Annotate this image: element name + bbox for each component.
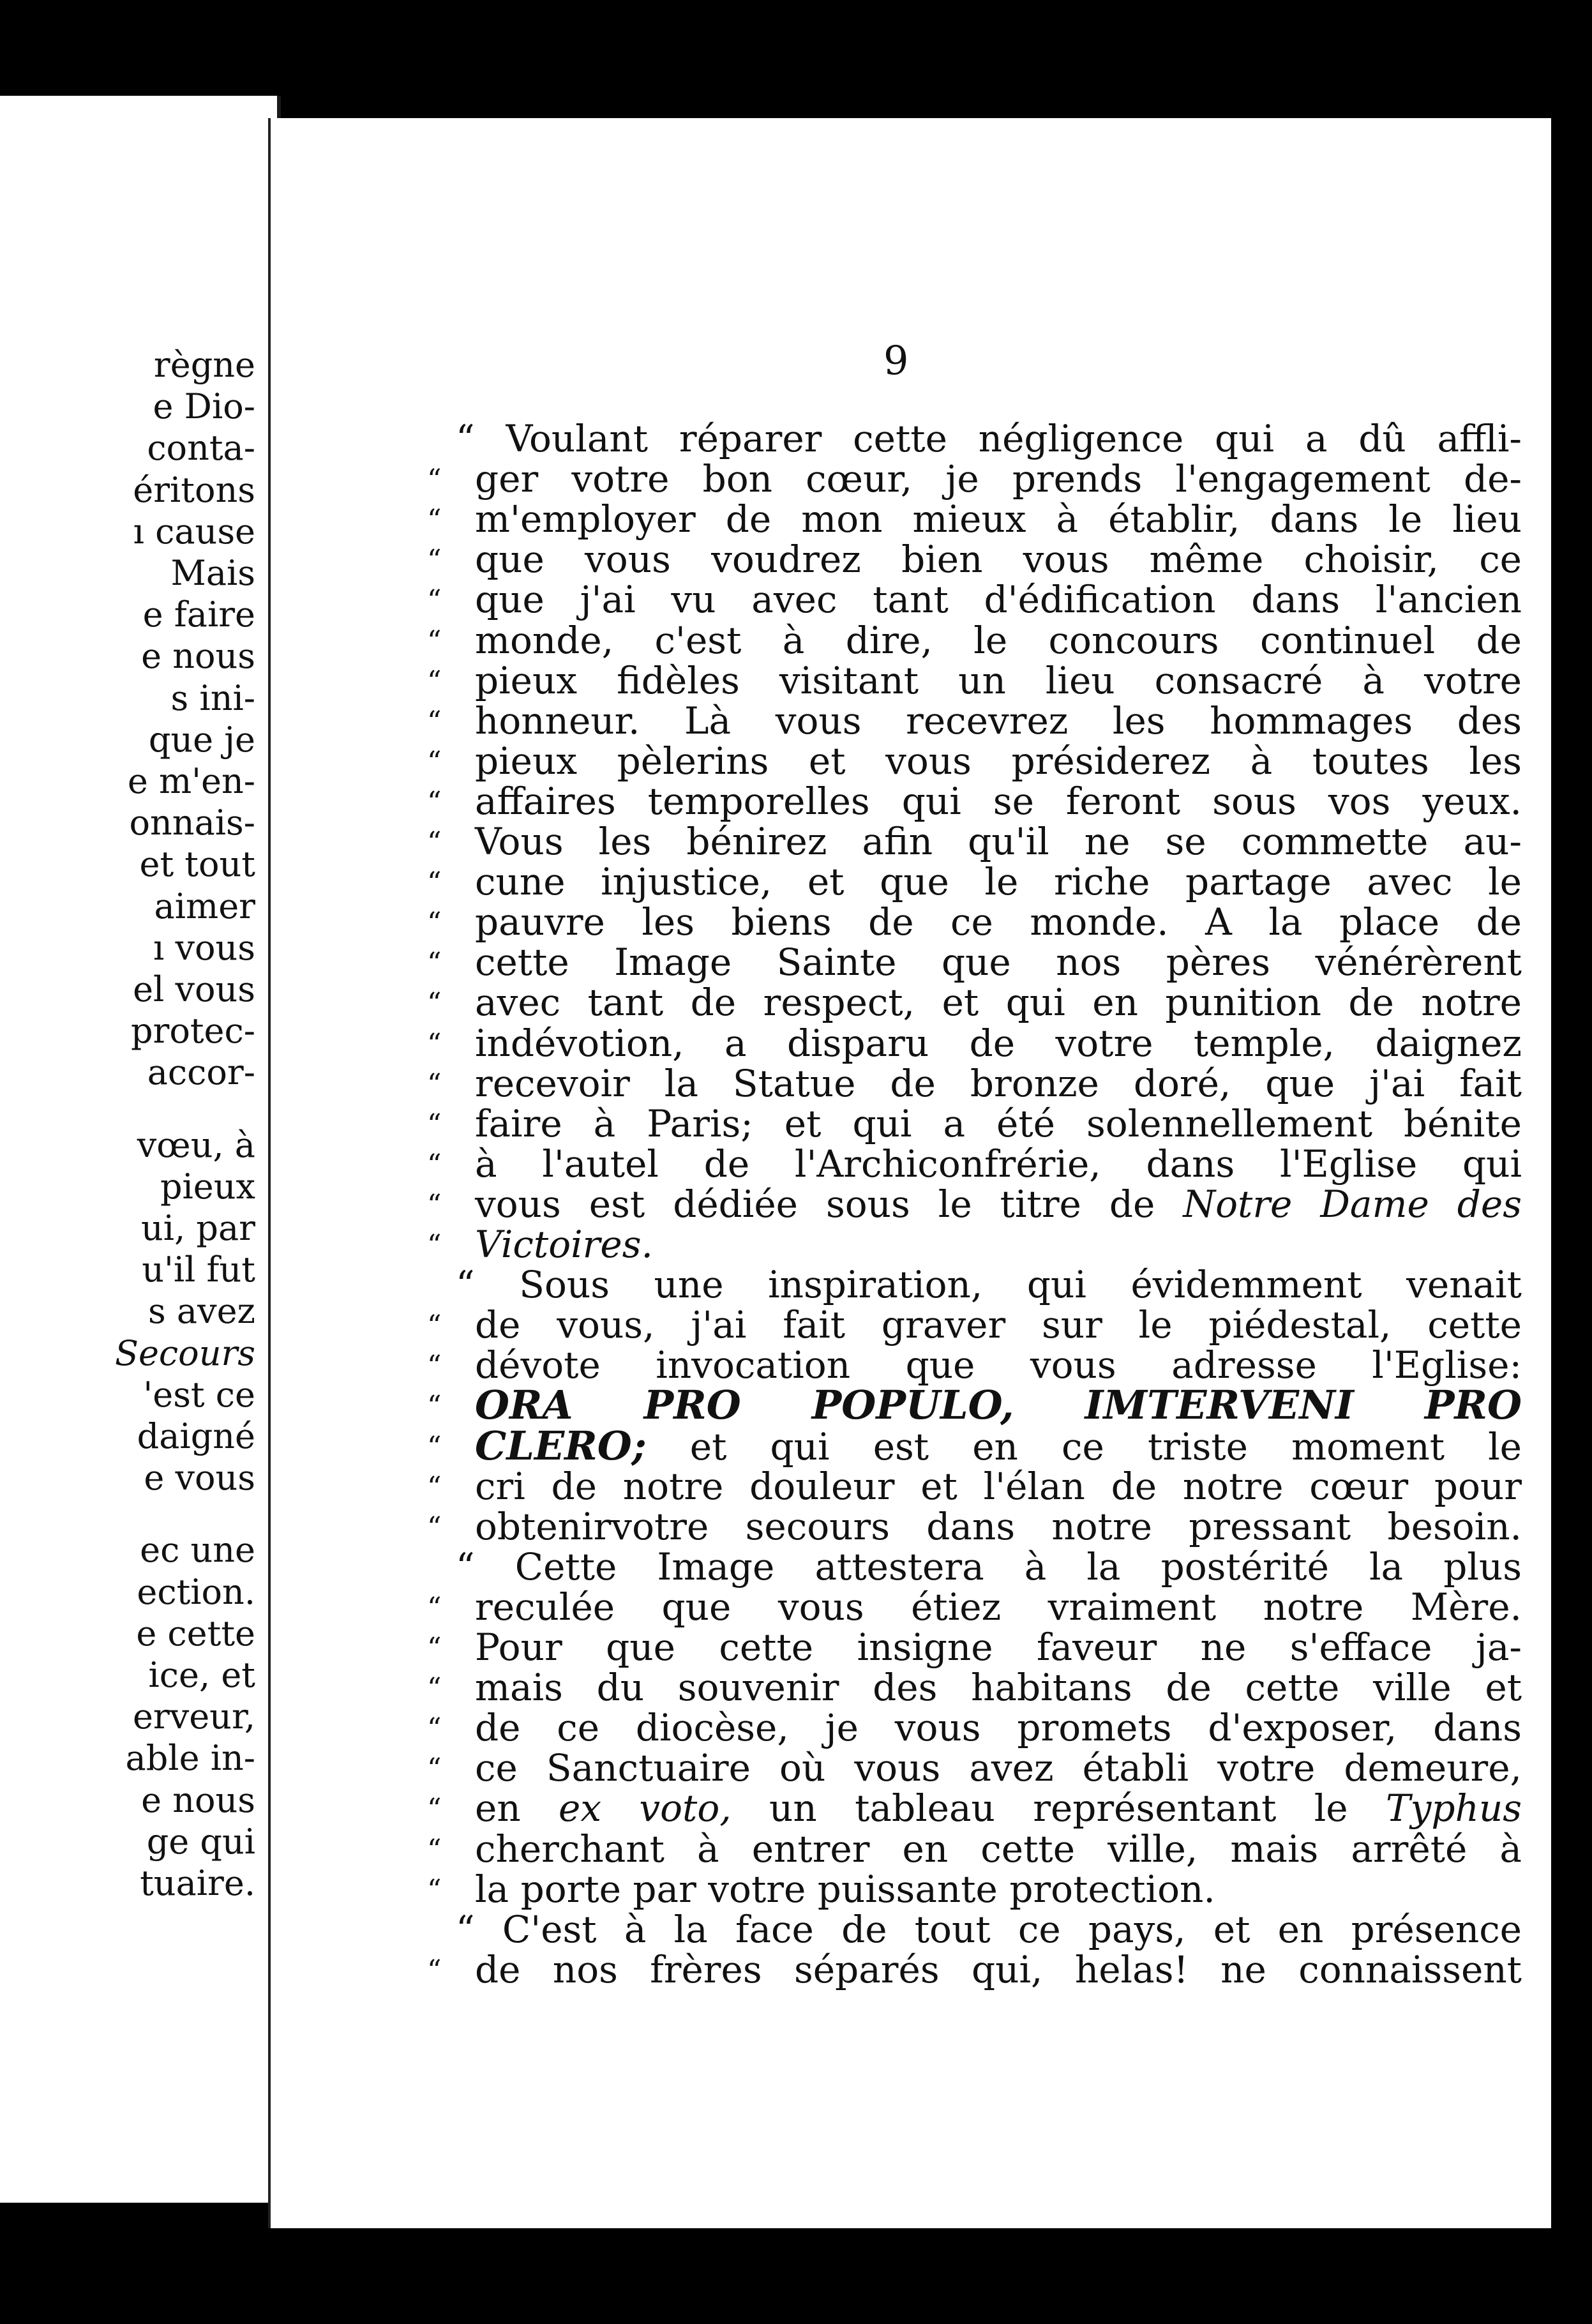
emphasis-text: CLERO;: [475, 1422, 647, 1469]
plain-text: mais du souvenir des habitans de cette ville et: [475, 1666, 1522, 1710]
plain-text: obtenirvotre secours dans notre pressant besoin.: [475, 1504, 1522, 1548]
left-page-line: Secours: [114, 1332, 255, 1373]
left-page-line: conta-: [147, 428, 255, 469]
line-text: [456, 1909, 1522, 1950]
left-page-line: ı cause: [133, 511, 255, 552]
quote-mark: “: [427, 785, 442, 819]
line-text: [475, 982, 1522, 1023]
line-text: [475, 1829, 1522, 1869]
plain-text: pauvre les biens de ce monde. A la place de: [475, 900, 1522, 944]
plain-text: à l'autel de l'Archiconfrérie, dans l'Eglise qui: [475, 1142, 1522, 1186]
plain-text: que vous voudrez bien vous même choisir, ce: [475, 538, 1522, 582]
emphasis-text: ex voto,: [559, 1786, 732, 1830]
left-page-line: ui, par: [141, 1208, 255, 1248]
left-page-line: protec-: [130, 1011, 255, 1052]
quote-mark: “: [427, 1229, 442, 1262]
plain-text: Pour que cette insigne faveur ne s'efface ja-: [475, 1626, 1522, 1669]
quote-mark: “: [427, 1511, 442, 1544]
line-text: [475, 1345, 1522, 1385]
page-number: 9: [883, 337, 909, 384]
plain-text: reculée que vous étiez vraiment notre Mère.: [475, 1585, 1522, 1629]
quote-mark: “: [427, 504, 442, 537]
left-page-line: vœu, à: [137, 1124, 255, 1165]
line-text: [475, 1466, 1522, 1507]
quote-mark: “: [427, 544, 442, 577]
left-page-line: et tout: [139, 844, 255, 885]
quote-mark: “: [427, 1470, 442, 1504]
emphasis-text: ORA PRO POPULO, IMTERVENI PRO: [475, 1382, 1522, 1429]
line-text: [475, 821, 1522, 862]
left-page-line: ec une: [140, 1530, 255, 1571]
left-page-line: able in-: [125, 1738, 255, 1779]
left-page-line: ection.: [137, 1571, 255, 1612]
plain-text: “ C'est à la face de tout ce pays, et en présence: [456, 1907, 1522, 1951]
quote-mark: “: [427, 907, 442, 940]
left-page-line: daigné: [137, 1416, 255, 1456]
line-text: [475, 1627, 1522, 1668]
left-page-line: u'il fut: [142, 1249, 255, 1290]
quote-mark: “: [427, 1632, 442, 1664]
quote-mark: “: [427, 1712, 442, 1746]
line-text: [475, 942, 1522, 983]
line-text: [475, 1506, 1522, 1547]
line-text: [475, 1788, 1522, 1829]
quote-mark: “: [427, 464, 442, 497]
plain-text: en: [475, 1786, 521, 1830]
plain-text: affaires temporelles qui se feront sous vos yeux.: [475, 779, 1522, 823]
line-text: [475, 539, 1522, 580]
left-page-line: que je: [148, 719, 255, 760]
quote-mark: “: [427, 1027, 442, 1060]
emphasis-text: Typhus: [1385, 1786, 1522, 1830]
quote-mark: “: [427, 1309, 442, 1343]
left-page-line: tuaire.: [140, 1863, 255, 1903]
line-text: [475, 741, 1522, 781]
quote-mark: “: [427, 866, 442, 900]
plain-text: pieux fidèles visitant un lieu consacré à votre: [475, 658, 1522, 702]
plain-text: monde, c'est à dire, le concours continuel de: [475, 618, 1522, 662]
plain-text: la porte par votre puissante protection.: [475, 1867, 1215, 1911]
plain-text: “ Sous une inspiration, qui évidemment venait: [456, 1263, 1522, 1307]
left-page-line: aimer: [154, 886, 255, 926]
quote-mark: “: [427, 1108, 442, 1141]
plain-text: ger votre bon cœur, je prends l'engagement de-: [475, 457, 1522, 501]
line-text: [475, 1667, 1522, 1708]
line-text: [475, 660, 1522, 701]
plain-text: honneur. Là vous recevrez les hommages des: [475, 698, 1522, 743]
line-text: [475, 902, 1522, 942]
line-text: [475, 1869, 1522, 1910]
plain-text: de vous, j'ai fait graver sur le piédestal, cette: [475, 1303, 1522, 1347]
quote-mark: “: [427, 745, 442, 778]
quote-mark: “: [427, 1068, 442, 1101]
left-page-line: e nous: [141, 636, 255, 677]
quote-mark: “: [427, 1591, 442, 1624]
line-text: [475, 1063, 1522, 1104]
plain-text: cune injustice, et que le riche partage avec le: [475, 860, 1522, 904]
plain-text: Vous les bénirez afin qu'il ne se commette au-: [475, 820, 1522, 863]
left-page-line: 'est ce: [143, 1374, 255, 1415]
left-page-line: erveur,: [132, 1696, 255, 1737]
line-text: [475, 1707, 1522, 1748]
quote-mark: “: [427, 1390, 442, 1423]
line-text: [475, 700, 1522, 741]
line-text: [475, 1184, 1522, 1225]
line-text: [475, 499, 1522, 540]
line-text: [475, 1103, 1522, 1144]
left-page-line: e faire: [142, 594, 255, 635]
line-text: [456, 418, 1522, 459]
quote-mark: “: [427, 1672, 442, 1705]
left-page-line: éritons: [133, 469, 255, 510]
line-text: [475, 1224, 1522, 1265]
line-text: [475, 1382, 1522, 1429]
left-page-line: Mais: [170, 553, 255, 593]
left-page-line: onnais-: [129, 803, 255, 843]
quote-mark: “: [427, 1430, 442, 1463]
plain-text: faire à Paris; et qui a été solennellement bénite: [475, 1101, 1522, 1145]
line-text: [475, 1304, 1522, 1345]
left-page-line: ice, et: [148, 1655, 255, 1695]
left-page-line: e Dio-: [153, 386, 255, 427]
left-page-line: accor-: [147, 1052, 255, 1093]
left-page: [0, 96, 281, 2203]
quote-mark: “: [427, 1350, 442, 1383]
left-page-line: e m'en-: [127, 761, 255, 801]
left-page-line: el vous: [133, 969, 255, 1009]
quote-mark: “: [427, 1873, 442, 1906]
quote-mark: “: [427, 1148, 442, 1181]
quote-mark: “: [427, 584, 442, 617]
emphasis-text: Notre Dame des: [1183, 1182, 1522, 1226]
plain-text: dévote invocation que vous adresse l'Eglise:: [475, 1343, 1522, 1387]
left-page-line: e cette: [136, 1613, 255, 1654]
plain-text: cette Image Sainte que nos pères vénérèrent: [475, 940, 1522, 985]
line-text: [475, 1143, 1522, 1184]
plain-text: que j'ai vu avec tant d'édification dans l'ancien: [475, 578, 1522, 622]
plain-text: “ Cette Image attestera à la postérité la plus: [456, 1544, 1522, 1588]
plain-text: avec tant de respect, et qui en punition de notre: [475, 981, 1522, 1025]
left-page-line: e vous: [144, 1458, 255, 1498]
quote-mark: “: [427, 624, 442, 658]
line-text: [475, 1587, 1522, 1627]
left-page-line: ge qui: [146, 1821, 255, 1862]
left-page-line: e nous: [141, 1779, 255, 1820]
emphasis-text: Victoires.: [475, 1223, 653, 1266]
left-page-line: pieux: [160, 1166, 255, 1207]
quote-mark: “: [427, 1833, 442, 1866]
quote-mark: “: [427, 1954, 442, 1987]
plain-text: de ce diocèse, je vous promets d'exposer, dans: [475, 1706, 1522, 1750]
quote-mark: “: [427, 1753, 442, 1786]
plain-text: m'employer de mon mieux à établir, dans le lieu: [475, 497, 1522, 541]
left-page-line: s ini-: [170, 677, 255, 718]
line-text: [475, 458, 1522, 499]
quote-mark: “: [427, 665, 442, 698]
plain-text: ce Sanctuaire où vous avez établi votre demeure,: [475, 1746, 1522, 1790]
quote-mark: “: [427, 947, 442, 980]
quote-mark: “: [427, 705, 442, 738]
line-text: [456, 1546, 1522, 1587]
left-page-line: s avez: [148, 1291, 255, 1332]
plain-text: un tableau représentant le: [769, 1786, 1348, 1830]
plain-text: vous est dédiée sous le titre de: [475, 1182, 1155, 1226]
plain-text: “ Voulant réparer cette négligence qui a dû affli-: [456, 417, 1522, 460]
line-text: [475, 1949, 1522, 1990]
plain-text: cri de notre douleur et l'élan de notre cœur pour: [475, 1464, 1522, 1508]
plain-text: de nos frères séparés qui, helas! ne connaissent: [475, 1947, 1522, 1991]
line-text: [475, 1422, 1522, 1469]
right-page: [268, 118, 1551, 2228]
line-text: [475, 579, 1522, 620]
line-text: [475, 620, 1522, 661]
quote-mark: “: [427, 826, 442, 859]
plain-text: cherchant à entrer en cette ville, mais arrêté à: [475, 1827, 1522, 1871]
line-text: [456, 1264, 1522, 1305]
line-text: [475, 1023, 1522, 1064]
quote-mark: “: [427, 1793, 442, 1826]
line-text: [475, 861, 1522, 902]
left-page-line: ı vous: [153, 927, 255, 968]
plain-text: pieux pèlerins et vous présiderez à toutes les: [475, 739, 1522, 783]
plain-text: recevoir la Statue de bronze doré, que j'ai fait: [475, 1061, 1522, 1105]
line-text: [475, 781, 1522, 822]
quote-mark: “: [427, 1188, 442, 1221]
left-page-line: règne: [153, 345, 255, 385]
plain-text: et qui est en ce triste moment le: [689, 1424, 1522, 1468]
line-text: [475, 1747, 1522, 1788]
quote-mark: “: [427, 987, 442, 1020]
plain-text: indévotion, a disparu de votre temple, daignez: [475, 1021, 1522, 1065]
